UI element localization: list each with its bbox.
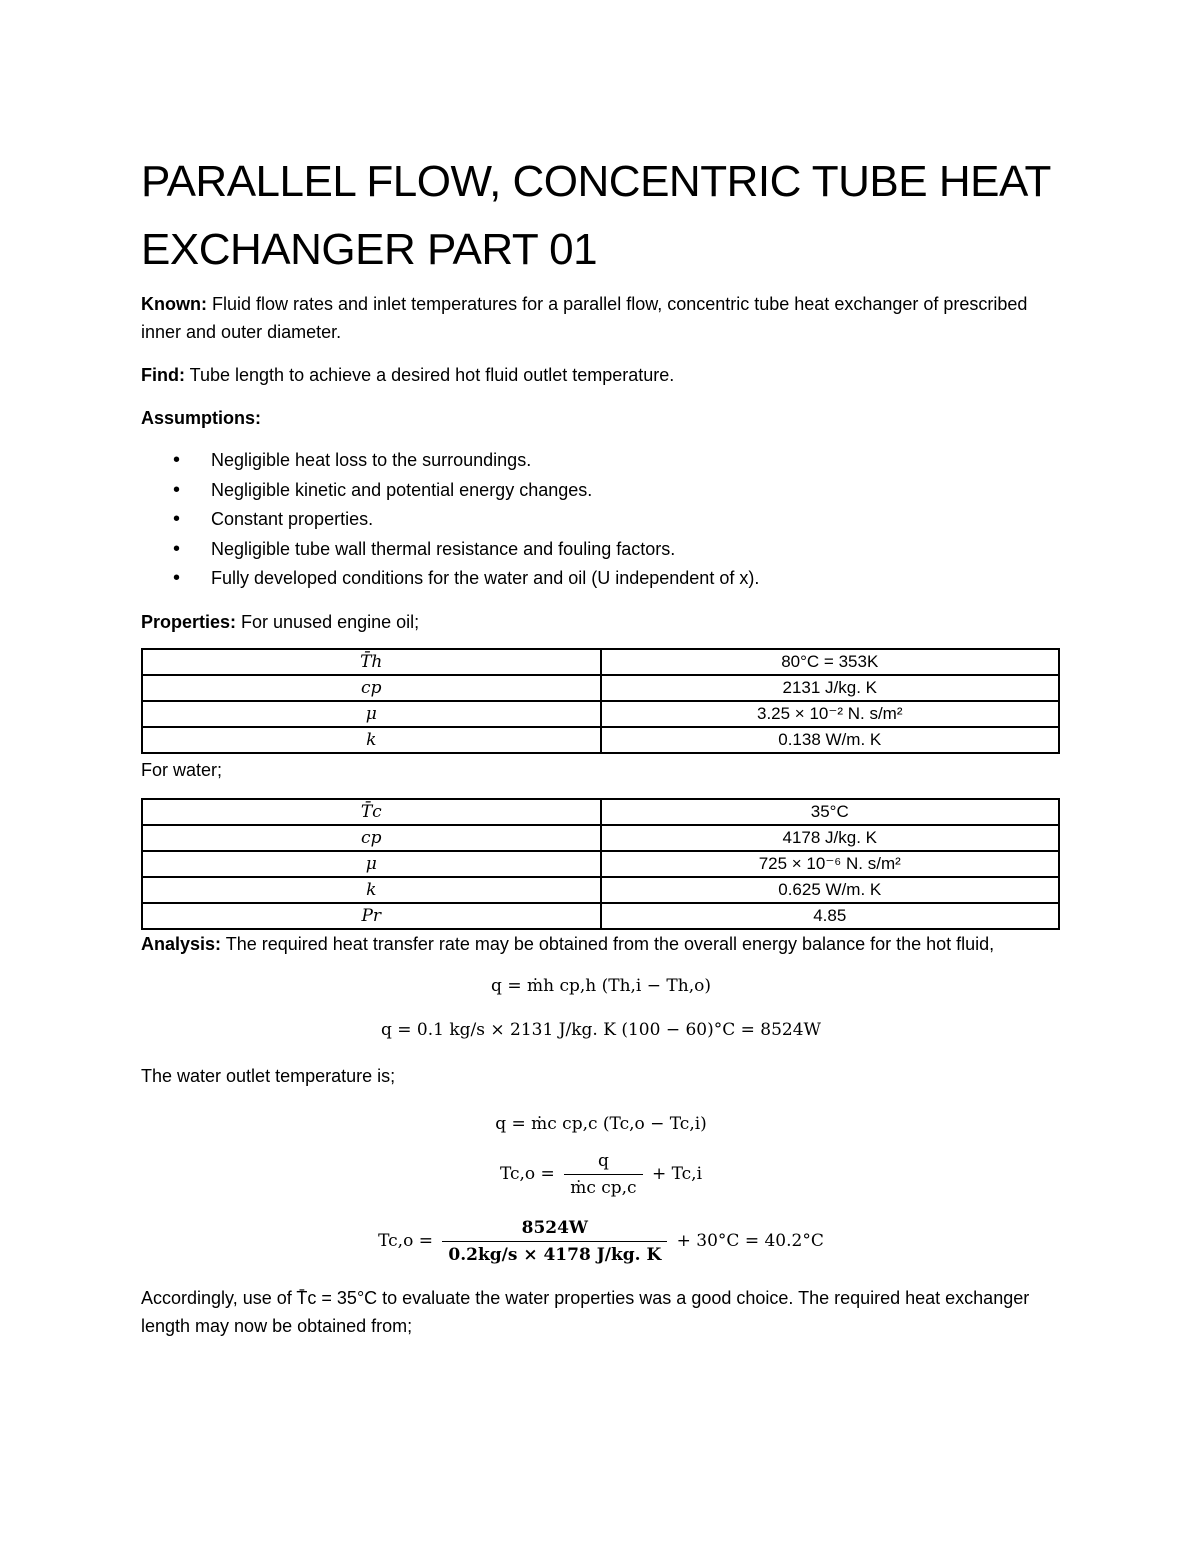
document-title: PARALLEL FLOW, CONCENTRIC TUBE HEAT EXCHANGER PART 01 bbox=[141, 157, 1051, 274]
known-paragraph bbox=[141, 290, 1061, 346]
table-row bbox=[142, 877, 1059, 903]
table-row bbox=[142, 649, 1059, 675]
fraction bbox=[564, 1148, 642, 1201]
table-cell-symbol: k bbox=[142, 877, 601, 903]
table-row bbox=[142, 701, 1059, 727]
table-cell-symbol: cp bbox=[142, 675, 601, 701]
list-item: • Constant properties. bbox=[211, 505, 1061, 535]
list-item: • Fully developed conditions for the water and oil (U independent of x). bbox=[211, 564, 1061, 594]
table-cell-value: 0.625 W/m. K bbox=[601, 877, 1060, 903]
list-item: • Negligible tube wall thermal resistance and fouling factors. bbox=[211, 535, 1061, 565]
table-row bbox=[142, 825, 1059, 851]
fraction-numerator: q bbox=[564, 1148, 642, 1175]
for-water-label: For water; bbox=[141, 759, 223, 780]
fraction-numerator: 8524W bbox=[442, 1215, 667, 1242]
find-paragraph bbox=[141, 361, 1061, 389]
equation-outlet-temp-value bbox=[141, 1215, 1061, 1268]
table-cell-symbol: cp bbox=[142, 825, 601, 851]
table-cell-symbol: μ bbox=[142, 851, 601, 877]
table-cell-value: 0.138 W/m. K bbox=[601, 727, 1060, 753]
table-cell-symbol: k bbox=[142, 727, 601, 753]
table-row bbox=[142, 851, 1059, 877]
list-item: • Negligible heat loss to the surroundings. bbox=[211, 446, 1061, 476]
known-label: Known: bbox=[141, 294, 207, 314]
table-cell-symbol: T̄h bbox=[142, 649, 601, 675]
properties-paragraph bbox=[141, 608, 1061, 636]
table-cell-value: 725 × 10⁻⁶ N. s/m² bbox=[601, 851, 1060, 877]
assumptions-list bbox=[141, 446, 1061, 594]
table-cell-value: 35°C bbox=[601, 799, 1060, 825]
fraction bbox=[442, 1215, 667, 1268]
conclusion-paragraph: Accordingly, use of T̄c = 35°C to evaluate the water properties was a good choice. The required heat exchanger length may now be obtained from; bbox=[141, 1287, 1030, 1336]
known-text: Fluid flow rates and inlet temperatures for a parallel flow, concentric tube heat exchanger of prescribed inner and outer diameter. bbox=[141, 294, 1028, 342]
equation-outlet-temp bbox=[141, 1148, 1061, 1201]
properties-label: Properties: bbox=[141, 611, 237, 632]
table-row bbox=[142, 799, 1059, 825]
water-outlet-text: The water outlet temperature is; bbox=[141, 1065, 396, 1086]
fraction-denominator: 0.2kg/s × 4178 J/kg. K bbox=[448, 1244, 662, 1265]
equation-lhs: Tc,o = bbox=[378, 1230, 433, 1251]
table-cell-symbol: T̄c bbox=[142, 799, 601, 825]
fraction-denominator: ṁc cp,c bbox=[570, 1177, 637, 1198]
table-row bbox=[142, 903, 1059, 929]
equation-heat-rate-value: q = 0.1 kg/s × 2131 J/kg. K (100 − 60)°C = 8524W bbox=[380, 1019, 822, 1040]
oil-properties-table bbox=[141, 648, 1060, 754]
table-cell-value: 80°C = 353K bbox=[601, 649, 1060, 675]
table-row bbox=[142, 727, 1059, 753]
properties-text: For unused engine oil; bbox=[236, 611, 420, 632]
document-page bbox=[141, 148, 1061, 1340]
water-properties-table bbox=[141, 798, 1060, 930]
equation-lhs: Tc,o = bbox=[499, 1163, 555, 1184]
assumptions-heading: Assumptions: bbox=[141, 408, 262, 428]
table-cell-value: 4178 J/kg. K bbox=[601, 825, 1060, 851]
table-cell-value: 2131 J/kg. K bbox=[601, 675, 1060, 701]
analysis-text: The required heat transfer rate may be obtained from the overall energy balance for the hot fluid, bbox=[221, 933, 995, 954]
table-cell-symbol: Pr bbox=[142, 903, 601, 929]
table-cell-value: 3.25 × 10⁻² N. s/m² bbox=[601, 701, 1060, 727]
equation-cold-balance: q = ṁc cp,c (Tc,o − Tc,i) bbox=[495, 1113, 707, 1134]
table-cell-value: 4.85 bbox=[601, 903, 1060, 929]
equation-rhs: + Tc,i bbox=[651, 1163, 703, 1184]
table-row bbox=[142, 675, 1059, 701]
analysis-label: Analysis: bbox=[141, 933, 222, 954]
find-label: Find: bbox=[141, 365, 185, 385]
equation-rhs: + 30°C = 40.2°C bbox=[676, 1230, 824, 1251]
analysis-paragraph bbox=[141, 930, 1061, 958]
equation-heat-rate: q = ṁh cp,h (Th,i − Th,o) bbox=[491, 975, 711, 996]
find-text: Tube length to achieve a desired hot fluid outlet temperature. bbox=[184, 365, 675, 385]
list-item: • Negligible kinetic and potential energy changes. bbox=[211, 476, 1061, 506]
table-cell-symbol: μ bbox=[142, 701, 601, 727]
